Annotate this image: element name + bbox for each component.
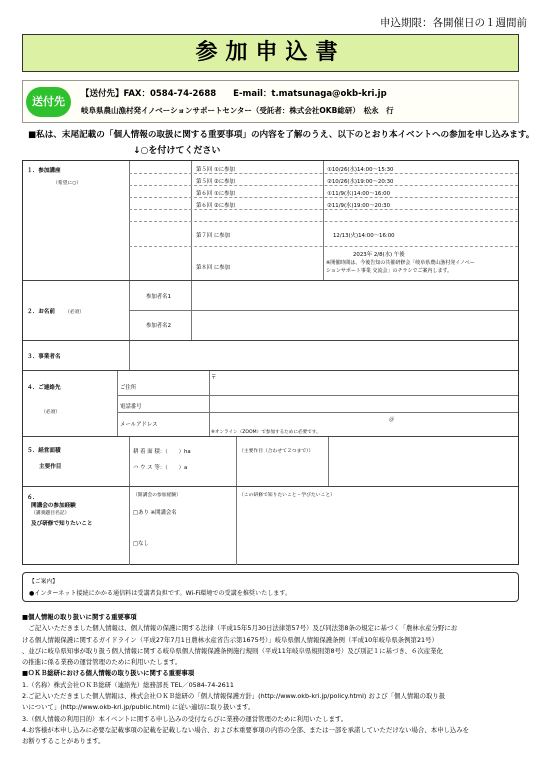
- names-required: （必須）: [65, 310, 85, 315]
- experience-yes-checkbox[interactable]: □あり ※開講会名: [133, 510, 177, 516]
- business-label: ３．事業者名: [27, 354, 61, 360]
- paddy-area-field[interactable]: 耕 着 面 積：（ ）ha: [133, 449, 191, 455]
- participant-1-field[interactable]: [193, 282, 516, 309]
- address-field[interactable]: [218, 373, 516, 394]
- greenhouse-area-field[interactable]: ハ ウ ス 等：（ ）a: [133, 465, 188, 471]
- session-5-1-date: ①10/26(水)14:00～15:30: [327, 167, 394, 173]
- session-8-date: 2023年 2/8(水) 午後: [353, 252, 405, 258]
- section-sessions: [23, 161, 518, 281]
- okb-privacy-item: お断りすることがあります。: [22, 737, 105, 746]
- names-label: ２．お名前: [27, 309, 55, 315]
- session-7-option[interactable]: 第７回 に参加: [196, 233, 231, 239]
- notice-heading: 【ご案内】: [29, 579, 58, 585]
- experience-hint: （講義題目名記）: [31, 511, 70, 516]
- session-6-2-option[interactable]: 第６回 ②に参加: [196, 203, 235, 209]
- okb-privacy-item: 1.（名称）株式会社ＯＫＢ総研（連絡先）総務部長 TEL／0584-74-2611: [22, 680, 234, 689]
- privacy-line: ける個人情報保護に関するガイドライン（平成27年7月1日農林水産省告示第1675号）」岐阜県個人情報保護条例（平成10年岐阜県条例第21号）: [22, 635, 438, 644]
- phone-label: 電話番号: [120, 404, 142, 410]
- section-business: [23, 341, 518, 371]
- session-5-2-option[interactable]: 第５回 ②に参加: [196, 179, 235, 185]
- privacy-heading: ■個人情報の取り扱いに関する重要事項: [22, 613, 137, 621]
- session-5-1-option[interactable]: 第５回 ①に参加: [196, 167, 235, 173]
- crops-field[interactable]: [239, 455, 516, 485]
- experience-heading: （開講会の参加経験）: [133, 493, 181, 498]
- notice-body: ●インターネット接続にかかる通信料は受講者負担です。Wi-Fi環境での受講を推奨いたします。: [29, 590, 292, 597]
- send-to-badge: 送付先: [26, 87, 71, 117]
- application-form: [22, 160, 519, 565]
- session-8-note-1: ※開催時間は、今後告知の共催研修会「岐阜県農山漁村発イノベー: [326, 260, 475, 266]
- experience-no-checkbox[interactable]: □なし: [133, 541, 149, 547]
- wants-label: 及び研修で知りたいこと: [31, 521, 93, 527]
- session-8-note-2: ションサポート事業 交流会」のチラシでご案内します。: [326, 268, 453, 274]
- privacy-section: [22, 612, 519, 748]
- privacy-line: の推進に係る業務の運営管理のために利用いたします。: [22, 658, 182, 667]
- session-6-1-date: ①11/9(水)14:00～16:00: [327, 191, 390, 197]
- section-contact: [23, 371, 518, 437]
- crops-hint: （主要作目（合わせて２つまで））: [239, 449, 314, 454]
- mail-label: メールアドレス: [120, 422, 158, 428]
- support-center-name: 岐阜県農山漁村発イノベーションサポートセンター（受託者：株式会社OKB総研） 松永 行: [81, 106, 394, 115]
- send-contact-line: [81, 87, 387, 99]
- okb-privacy-item: 3.（個人情報の利用目的）本イベントに関する申し込みの受付ならびに業務の運営管理のために利用いたします。: [22, 714, 348, 723]
- session-8-option[interactable]: 第８回 に参加: [196, 265, 231, 271]
- phone-field[interactable]: [211, 397, 516, 411]
- section-farm: [23, 437, 518, 487]
- address-label: ご住所: [120, 385, 137, 391]
- participant-2-label: 参加者名2: [146, 323, 171, 329]
- section-experience: [23, 487, 518, 565]
- okb-privacy-item: 4.お客様が本申し込みに必要な記載事項の記載を記載しない場合、および本重要事項の内容の全部、または一部を承諾していただけない場合、本申し込みを: [22, 725, 470, 734]
- experience-number: ６．: [27, 495, 39, 501]
- okb-privacy-item: 2.ご記入いただきました個人情報は、株式会社ＯＫＢ総研の「個人情報保護方針」(http://www.okb-kri.jp/policy.html) および「個人情報の取り扱: [22, 692, 446, 701]
- privacy-line: 、並びに岐阜県知事が取り扱う個人情報に関する岐阜県個人情報保護条例施行規則（平成11年岐阜県規則第8号）及び別記１に基づき、６次産業化: [22, 646, 443, 655]
- business-name-field[interactable]: [131, 342, 516, 369]
- send-to-box: [22, 80, 519, 123]
- okb-privacy-heading: ■ＯＫＢ総研における個人情報の取り扱いに関する重要事項: [22, 669, 195, 678]
- application-deadline: 申込期限：各開催日の１週間前: [380, 17, 527, 29]
- wants-heading: （この研修で知りたいこと・学びたいこと）: [239, 493, 335, 498]
- contact-label: ４．ご連絡先: [27, 385, 61, 391]
- page-title: 参加申込書: [22, 34, 519, 72]
- section-names: [23, 281, 518, 341]
- at-mark: ＠: [389, 417, 395, 423]
- participant-2-field[interactable]: [193, 312, 516, 339]
- session-7-date: 12/13(火)14:00～16:00: [333, 233, 395, 239]
- sessions-hint: （希望に○）: [53, 181, 82, 186]
- okb-privacy-item: いについて」(http://www.okb-kri.jp/public.html) に従い適切に取り扱います。: [22, 703, 255, 712]
- email-address[interactable]: E-mail：t.matsunaga@okb-kri.jp: [233, 89, 387, 99]
- sessions-label: １．参加講座: [27, 168, 61, 174]
- postal-mark: 〒: [211, 375, 217, 381]
- main-crops-label: 主要作目: [39, 464, 62, 470]
- session-5-2-date: ②10/26(水)19:00～20:30: [327, 179, 394, 185]
- notice-box: [22, 572, 519, 602]
- farm-area-label: ５．経営面積: [27, 448, 61, 454]
- contact-required: （必須）: [41, 410, 61, 415]
- session-6-1-option[interactable]: 第６回 ①に参加: [196, 191, 235, 197]
- circle-instruction: ↓○を付けてください: [133, 146, 221, 156]
- consent-statement: ■私は、末尾記載の「個人情報の取扱に関する重要事項」の内容を了解のうえ、以下のとおり本イベントへの参加を申し込みます。: [28, 130, 535, 140]
- wants-field[interactable]: [239, 499, 516, 563]
- mail-note: ※オンライン（ZOOM）で参加するために必要です。: [211, 430, 321, 435]
- session-6-2-date: ②11/9(水)19:00～20:30: [327, 203, 390, 209]
- email-field[interactable]: [211, 414, 516, 427]
- fax-number: 【送付先】FAX：0584-74-2688: [81, 89, 217, 99]
- experience-label: 開講会の参加経験: [31, 503, 76, 509]
- privacy-line: ご記入いただきました個人情報は、個人情報の保護に関する法律（平成15年5月30日法律第57号）及び同法第8条の規定に基づく「農林水産分野にお: [22, 624, 458, 633]
- participant-1-label: 参加者名1: [146, 294, 171, 300]
